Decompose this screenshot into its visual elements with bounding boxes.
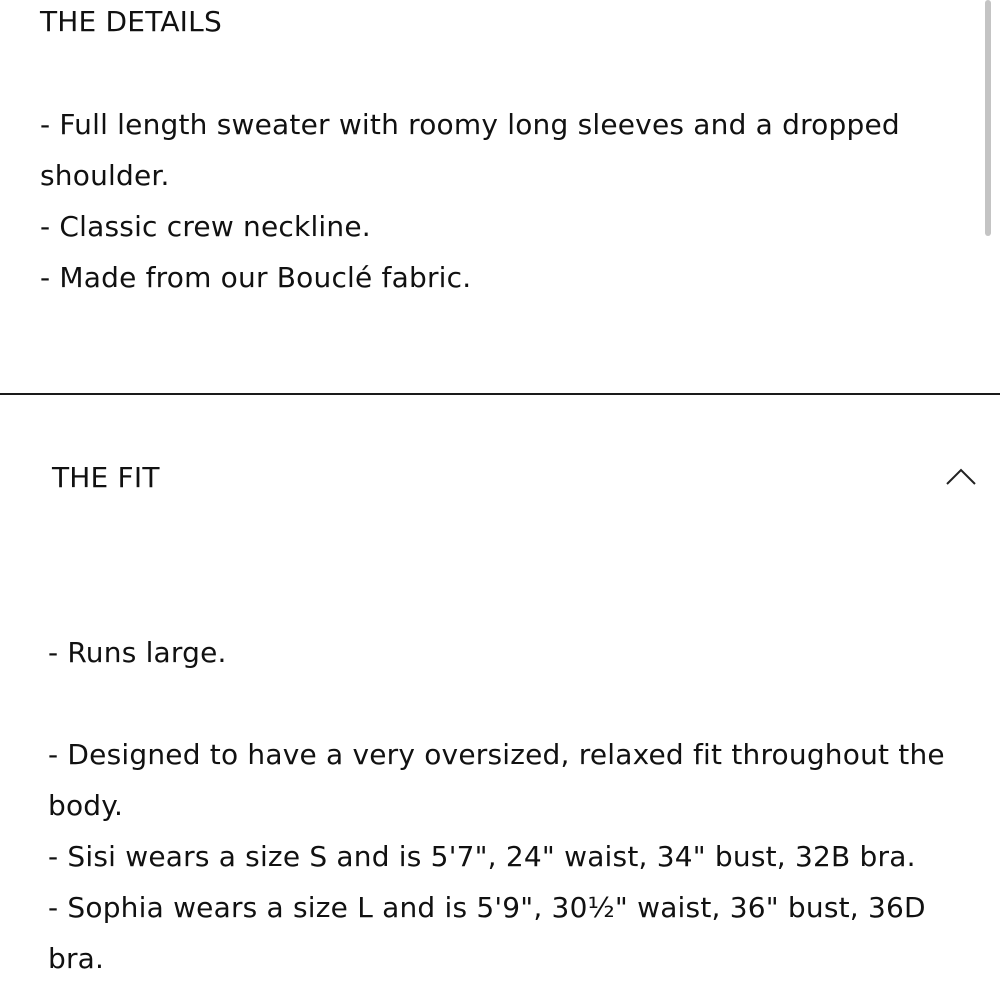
- fit-line: - Sophia wears a size L and is 5'9", 30½" waist, 36" bust, 36D: [48, 891, 926, 924]
- details-line: - Full length sweater with roomy long sleeves and a dropped: [40, 108, 900, 141]
- details-line: shoulder.: [40, 159, 170, 192]
- fit-line: - Sisi wears a size S and is 5'7", 24" waist, 34" bust, 32B bra.: [48, 840, 916, 873]
- fit-line: body.: [48, 789, 124, 822]
- fit-line: - Runs large.: [48, 636, 227, 669]
- section-divider: [0, 393, 1000, 395]
- details-title: THE DETAILS: [40, 5, 222, 38]
- scrollbar-thumb[interactable]: [985, 0, 991, 236]
- fit-note-runs-large: [48, 627, 227, 678]
- fit-description: [48, 729, 945, 984]
- fit-line: bra.: [48, 942, 105, 975]
- details-description: [40, 99, 900, 303]
- fit-line: - Designed to have a very oversized, relaxed fit throughout the: [48, 738, 945, 771]
- details-line: - Made from our Bouclé fabric.: [40, 261, 472, 294]
- details-line: - Classic crew neckline.: [40, 210, 371, 243]
- fit-title: THE FIT: [52, 461, 160, 494]
- chevron-up-icon[interactable]: [944, 462, 978, 490]
